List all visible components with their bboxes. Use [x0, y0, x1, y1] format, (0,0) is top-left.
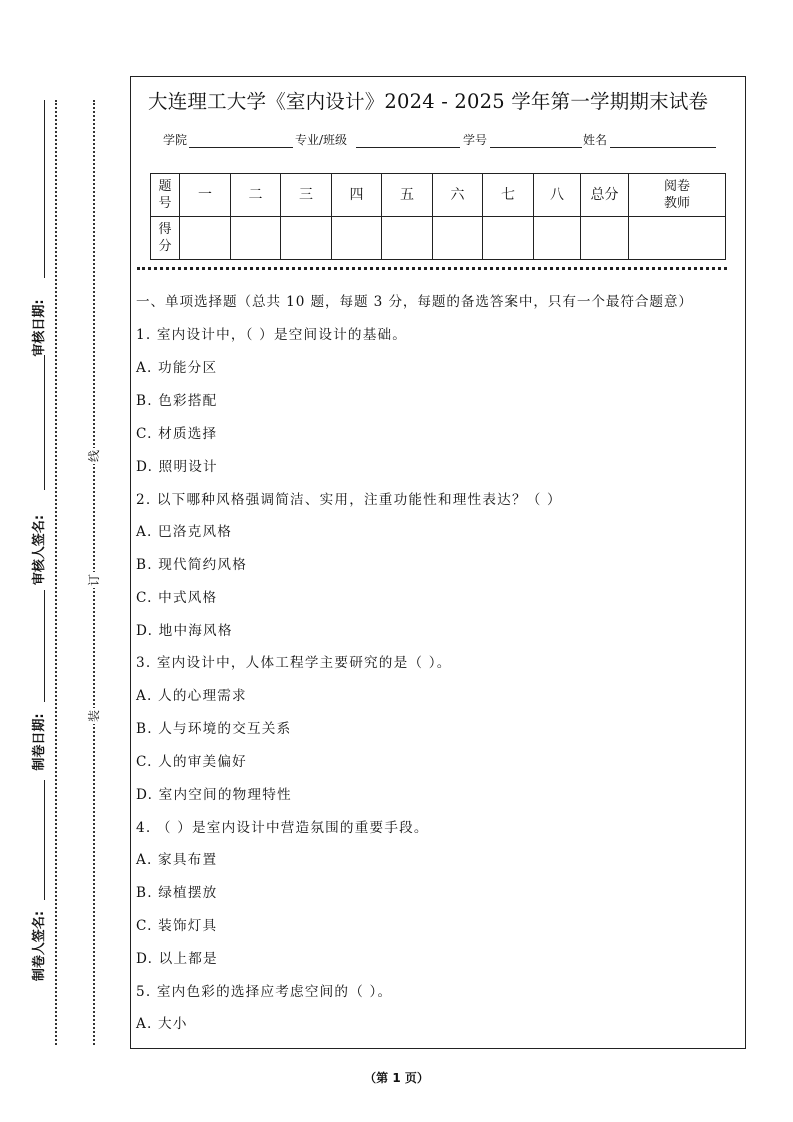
grader-header — [629, 174, 726, 217]
grader-cell[interactable] — [629, 217, 726, 260]
score-row-label — [151, 217, 180, 260]
score-col-7: 七 — [483, 174, 534, 217]
score-col-3: 三 — [281, 174, 332, 217]
reviewer-signature-label: 审核人签名: — [32, 514, 47, 586]
paper-date-label: 制卷日期: — [32, 713, 47, 771]
score-cell[interactable] — [180, 217, 231, 260]
review-date-label: 审核日期: — [32, 299, 47, 357]
student-id-label: 学号 — [463, 133, 488, 147]
binding-char-xian: 线 — [87, 450, 101, 463]
option-line: D. 地中海风格 — [136, 623, 233, 639]
option-line: B. 人与环境的交互关系 — [136, 721, 292, 737]
score-col-total: 总分 — [581, 174, 629, 217]
option-line: C. 装饰灯具 — [136, 918, 218, 934]
option-line: A. 功能分区 — [136, 360, 218, 376]
major-class-field[interactable] — [356, 147, 460, 148]
name-field[interactable] — [610, 147, 716, 148]
option-line: A. 大小 — [136, 1016, 188, 1032]
score-col-6: 六 — [433, 174, 483, 217]
signature-line — [44, 100, 45, 278]
option-line: D. 以上都是 — [136, 951, 218, 967]
score-cell[interactable] — [483, 217, 534, 260]
option-line: D. 照明设计 — [136, 459, 218, 475]
major-class-label: 专业/班级 — [295, 133, 348, 147]
section-heading: 一、单项选择题（总共 10 题，每题 3 分，每题的备选答案中，只有一个最符合题意） — [136, 294, 693, 310]
college-label: 学院 — [163, 133, 188, 147]
score-cell[interactable] — [281, 217, 332, 260]
score-table — [150, 173, 726, 260]
dotted-separator — [137, 267, 727, 270]
option-line: A. 家具布置 — [136, 852, 218, 868]
question-line: 2. 以下哪种风格强调简洁、实用，注重功能性和理性表达？（ ） — [136, 492, 562, 508]
score-cell-total[interactable] — [581, 217, 629, 260]
question-line: 4. （ ）是室内设计中营造氛围的重要手段。 — [136, 820, 429, 836]
score-cell[interactable] — [534, 217, 581, 260]
question-line: 1. 室内设计中，（ ）是空间设计的基础。 — [136, 327, 408, 343]
score-cell[interactable] — [433, 217, 483, 260]
exam-title: 大连理工大学《室内设计》2024 - 2025 学年第一学期期末试卷 — [148, 90, 709, 113]
question-line: 5. 室内色彩的选择应考虑空间的（ ）。 — [136, 984, 393, 1000]
score-cell[interactable] — [382, 217, 433, 260]
binding-dotted-line — [55, 100, 57, 1045]
score-col-5: 五 — [382, 174, 433, 217]
student-id-field[interactable] — [490, 147, 582, 148]
option-line: B. 色彩搭配 — [136, 393, 218, 409]
score-col-8: 八 — [534, 174, 581, 217]
college-field[interactable] — [189, 147, 293, 148]
score-col-4: 四 — [332, 174, 382, 217]
option-line: D. 室内空间的物理特性 — [136, 787, 292, 803]
page-number: （第 1 页） — [364, 1071, 429, 1085]
option-line: A. 人的心理需求 — [136, 688, 247, 704]
score-cell[interactable] — [332, 217, 382, 260]
option-line: C. 中式风格 — [136, 590, 218, 606]
score-col-1: 一 — [180, 174, 231, 217]
paper-maker-signature-label: 制卷人签名: — [32, 910, 47, 982]
grader-header-text: 阅卷 教师 — [663, 179, 690, 211]
option-line: C. 人的审美偏好 — [136, 754, 247, 770]
binding-char-ding: 订 — [87, 574, 101, 587]
score-cell[interactable] — [231, 217, 281, 260]
binding-char-zhuang: 装 — [87, 710, 101, 723]
score-row-label-text: 得 分 — [158, 222, 172, 254]
option-line: B. 现代简约风格 — [136, 557, 247, 573]
question-line: 3. 室内设计中，人体工程学主要研究的是（ ）。 — [136, 655, 452, 671]
option-line: B. 绿植摆放 — [136, 885, 218, 901]
option-line: A. 巴洛克风格 — [136, 524, 233, 540]
question-number-header-text: 题 号 — [158, 179, 172, 211]
score-col-2: 二 — [231, 174, 281, 217]
name-label: 姓名 — [583, 133, 608, 147]
option-line: C. 材质选择 — [136, 426, 218, 442]
question-number-header — [151, 174, 180, 217]
